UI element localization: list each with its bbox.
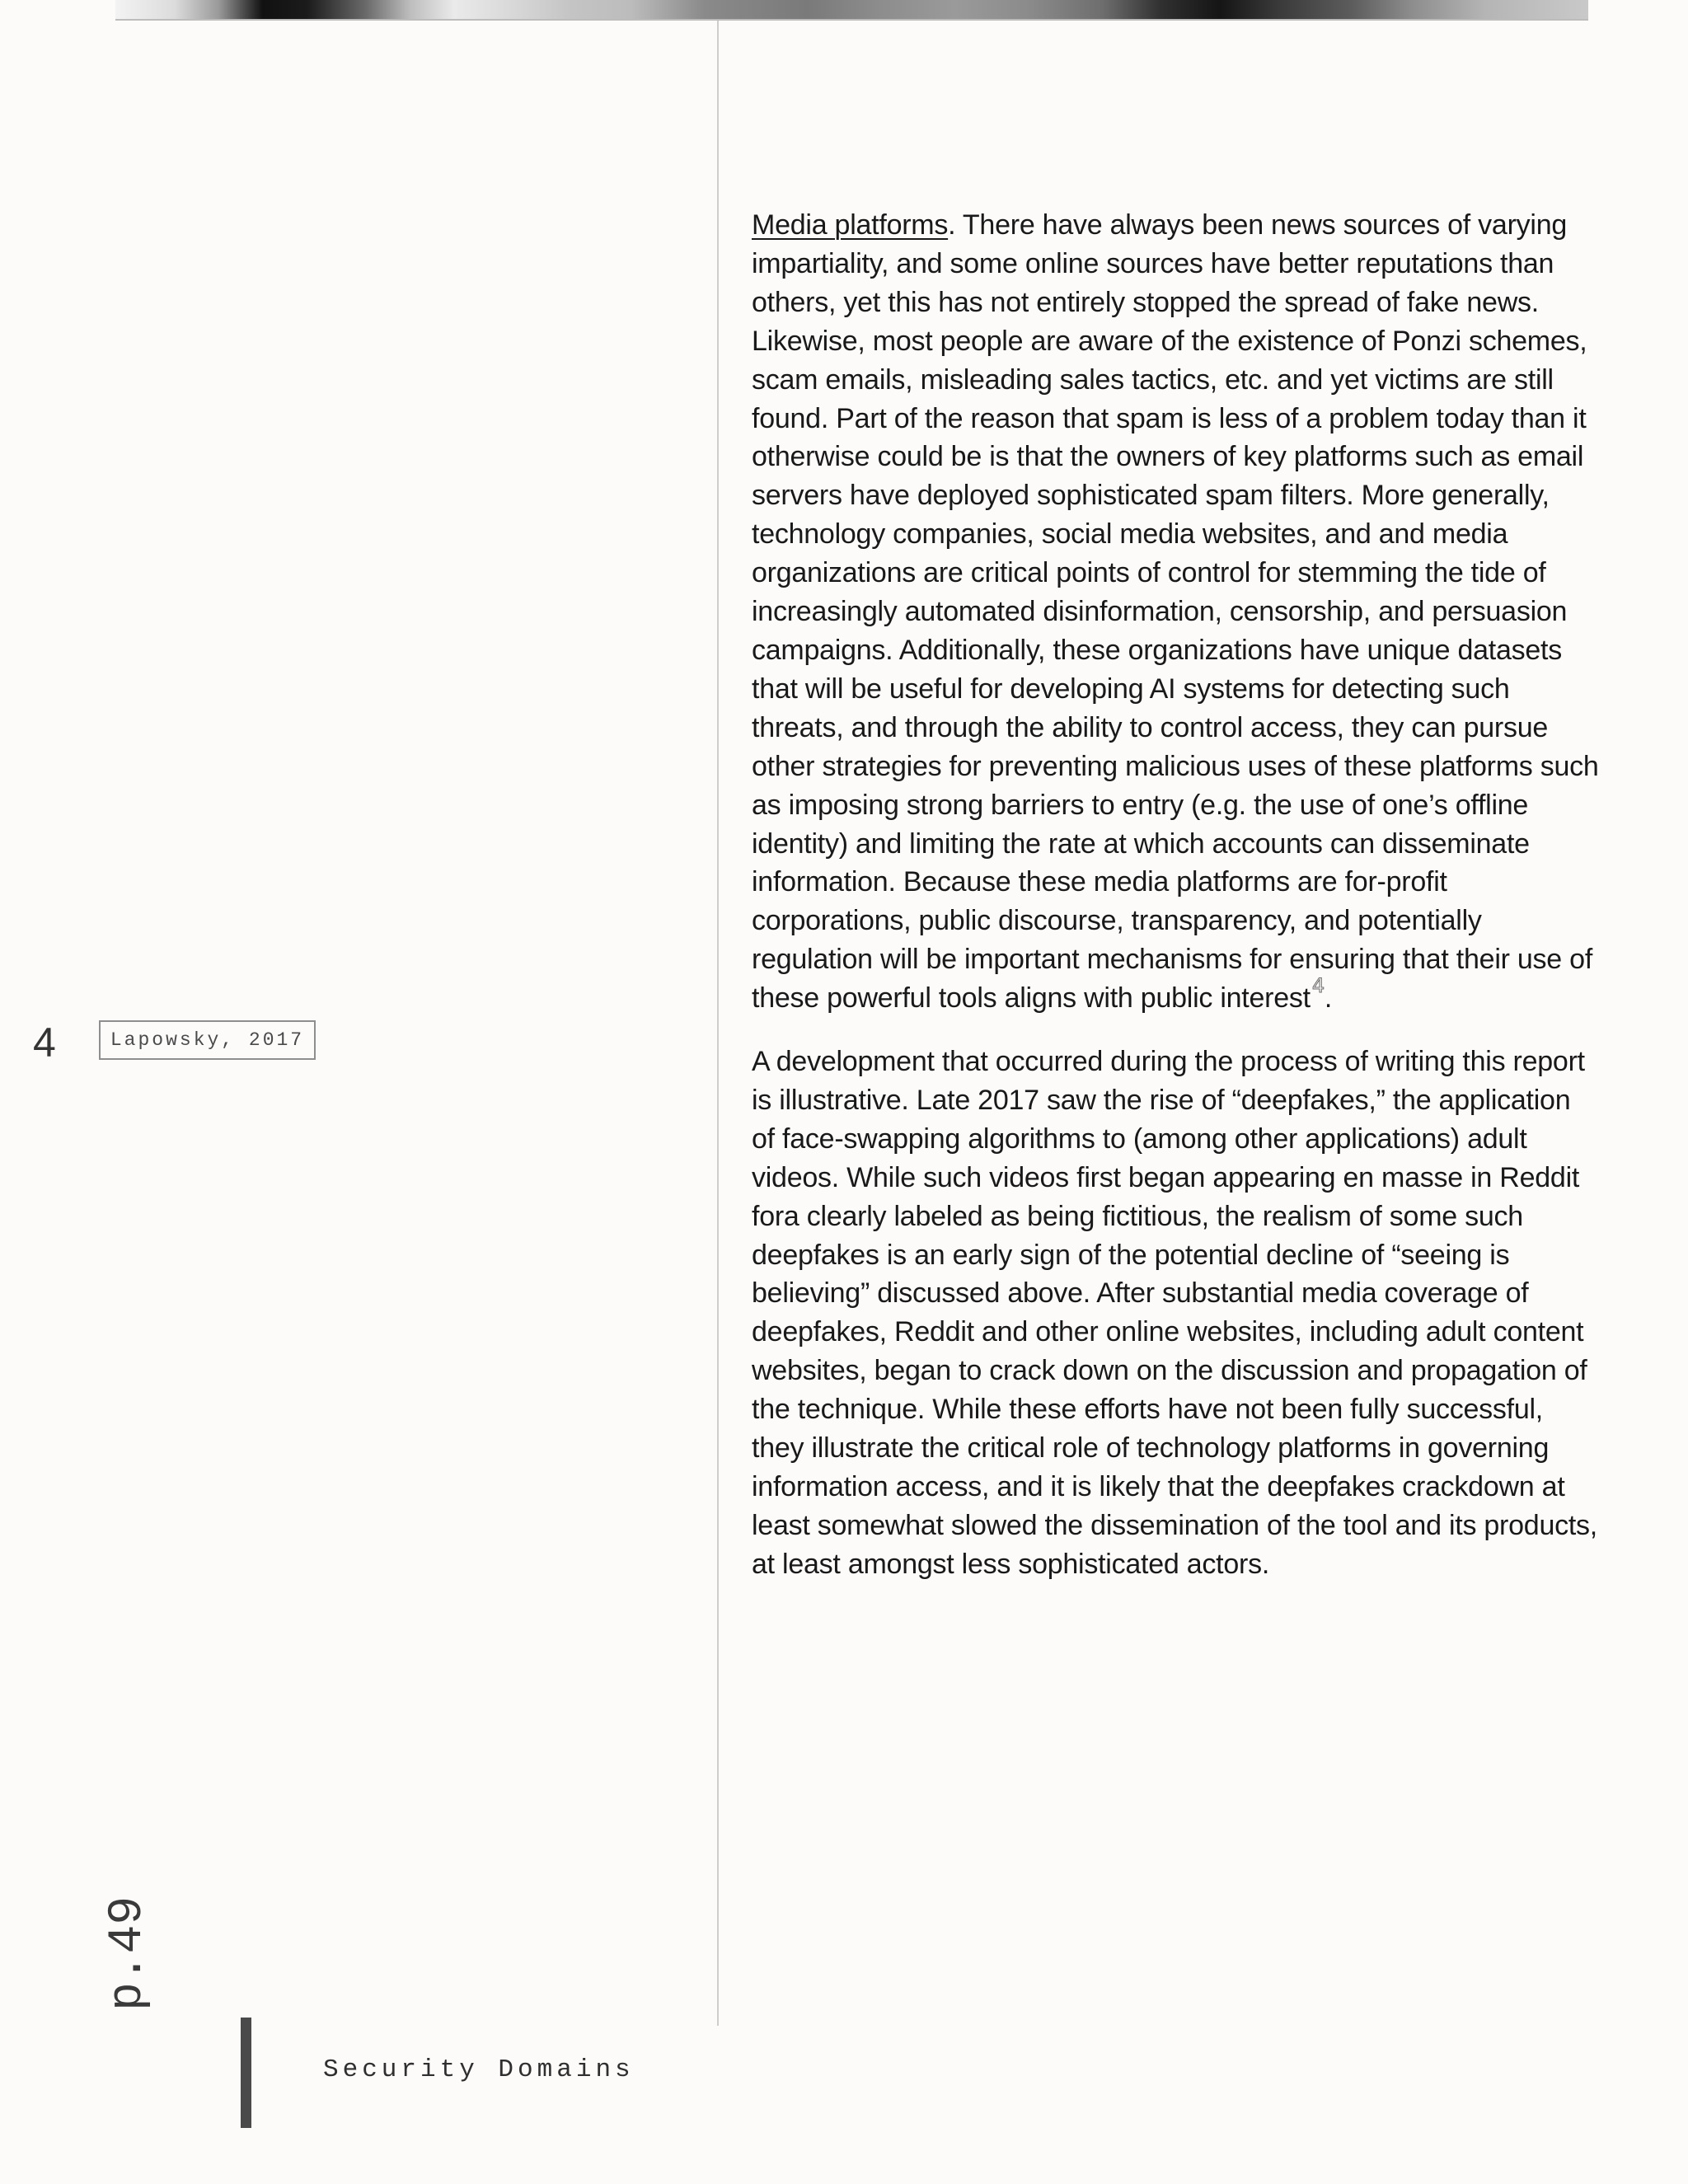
header-gradient-bar: [115, 0, 1588, 19]
header-rule: [115, 19, 1588, 21]
footnote-reference[interactable]: 4: [1311, 974, 1325, 998]
lead-term: Media platforms: [752, 209, 949, 241]
sidenote-number: 4: [33, 1019, 56, 1066]
column-divider: [717, 21, 719, 2026]
paragraph-deepfakes: A development that occurred during the process of writing this report is illustrative. Late 2017 saw the rise of “deepfakes,” the application of face-swapping algorithms to (among other applications) adult videos. While such videos first began appearing en masse in Reddit fora clearly labeled as being fictitious, the realism of some such deepfakes is an early sign of the potential decline of “seeing is believing” discussed above. After substantial media coverage of deepfakes, Reddit and other online websites, including adult content websites, began to crack down on the discussion and propagation of the technique. While these efforts have not been fully successful, they illustrate the critical role of technology platforms in governing information access, and it is likely that the deepfakes crackdown at least somewhat slowed the dissemination of the tool and its products, at least amongst less sophisticated actors.: [752, 1046, 1597, 1580]
footer-bar: [241, 2018, 251, 2128]
paragraph-text: . There have always been news sources of varying impartiality, and some online sources have better reputations than others, yet this has not entirely stopped the spread of fake news. Likewise, most people are aware of the existence of Ponzi schemes, scam emails, misleading sales tactics, etc. and yet victims are still found. Part of the reason that spam is less of a problem today than it otherwise could be is that the owners of key platforms such as email servers have deployed sophisticated spam filters. More generally, technology companies, social media websites, and and media organizations are critical points of control for stemming the tide of increasingly automated disinformation, censorship, and persuasion campaigns. Additionally, these organizations have unique datasets that will be useful for developing AI systems for detecting such threats, and through the ability to control access, they can pursue other strategies for preventing malicious uses of these platforms such as imposing strong barriers to entry (e.g. the use of one’s offline identity) and limiting the rate at which accounts can disseminate information. Because these media platforms are for-profit corporations, public discourse, transparency, and potentially regulation will be important mechanisms for ensuring that their use of these powerful tools aligns with public interest: [752, 209, 1599, 1015]
sidenote-citation: Lapowsky, 2017: [99, 1020, 316, 1060]
paragraph-media-platforms: [752, 206, 1601, 1018]
section-name: Security Domains: [323, 2055, 635, 2084]
page-number: p.49: [101, 1896, 155, 2011]
paragraph-ending: .: [1324, 982, 1333, 1015]
main-text-column: [752, 206, 1601, 1584]
